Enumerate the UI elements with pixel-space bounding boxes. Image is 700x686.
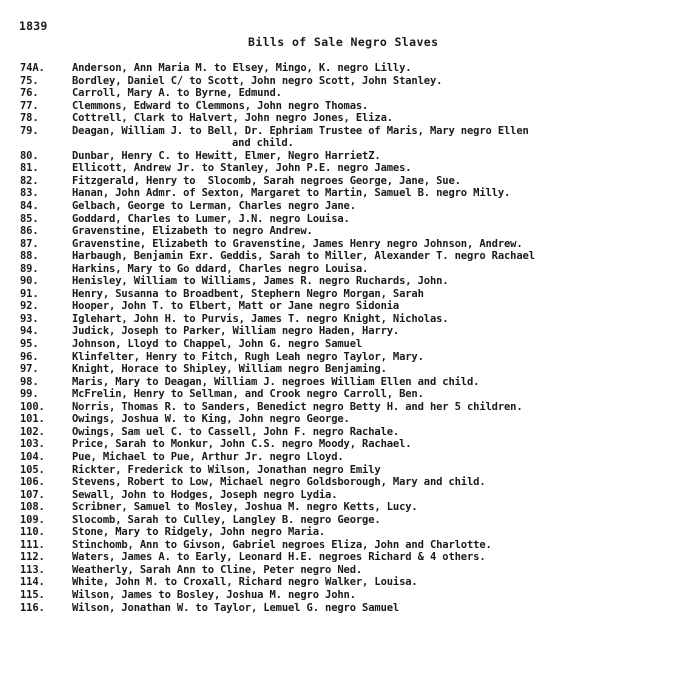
entry-number: 90. <box>20 275 39 288</box>
entry-row <box>20 125 696 150</box>
entry-text <box>72 426 399 439</box>
entry-text-line: Fitzgerald, Henry to Slocomb, Sarah negroes George, Jane, Sue. <box>72 174 461 187</box>
entry-text-line: Henisley, William to Williams, James R. negro Ruchards, John. <box>72 275 449 288</box>
entry-text-line: Price, Sarah to Monkur, John C.S. negro Moody, Rachael. <box>72 438 412 451</box>
entry-number: 93. <box>20 312 39 325</box>
entry-text-line: Carroll, Mary A. to Byrne, Edmund. <box>72 87 282 100</box>
entry-number: 108. <box>20 501 45 514</box>
entry-row <box>20 187 696 200</box>
entry-number: 116. <box>20 601 45 614</box>
entry-number: 100. <box>20 400 45 413</box>
entry-row <box>20 514 696 527</box>
entry-text-line: Harbaugh, Benjamin Exr. Geddis, Sarah to Miller, Alexander T. negro Rachael <box>72 250 535 263</box>
entry-row <box>20 363 696 376</box>
entry-text-line: Goddard, Charles to Lumer, J.N. negro Louisa. <box>72 212 350 225</box>
entry-text <box>72 338 362 351</box>
entry-row <box>20 451 696 464</box>
entry-row <box>20 602 696 615</box>
entry-row <box>20 388 696 401</box>
entry-row <box>20 489 696 502</box>
entry-text-line: Stinchomb, Ann to Givson, Gabriel negroes Eliza, John and Charlotte. <box>72 538 492 551</box>
entry-number: 86. <box>20 225 39 238</box>
entry-number: 104. <box>20 450 45 463</box>
entry-text <box>72 526 325 539</box>
entry-text <box>72 62 411 75</box>
entry-text <box>72 112 393 125</box>
entry-text-line: Owings, Sam uel C. to Cassell, John F. negro Rachale. <box>72 425 400 438</box>
entry-row <box>20 213 696 226</box>
entry-row <box>20 150 696 163</box>
entry-text-line: Dunbar, Henry C. to Hewitt, Elmer, Negro HarrietZ. <box>72 149 381 162</box>
entry-text <box>72 438 411 451</box>
entry-number: 88. <box>20 250 39 263</box>
entry-row <box>20 62 696 75</box>
entry-text-line: Weatherly, Sarah Ann to Cline, Peter negro Ned. <box>72 563 363 576</box>
entry-text-line: Cottrell, Clark to Halvert, John negro Jones, Eliza. <box>72 112 393 125</box>
entry-text <box>72 413 350 426</box>
entry-number: 98. <box>20 375 39 388</box>
entry-number: 114. <box>20 576 45 589</box>
entry-text <box>72 451 344 464</box>
entry-text-line: Clemmons, Edward to Clemmons, John negro Thomas. <box>72 99 369 112</box>
entry-text <box>72 187 510 200</box>
entry-text-line: Stevens, Robert to Low, Michael negro Goldsborough, Mary and child. <box>72 476 486 489</box>
entry-text-line: Judick, Joseph to Parker, William negro Haden, Harry. <box>72 325 400 338</box>
entry-number: 106. <box>20 476 45 489</box>
entry-row <box>20 87 696 100</box>
entry-text <box>72 225 313 238</box>
entry-text-line: McFrelin, Henry to Sellman, and Crook negro Carroll, Ben. <box>72 388 424 401</box>
entry-row <box>20 476 696 489</box>
entry-row <box>20 112 696 125</box>
entry-text <box>72 238 523 251</box>
entry-text <box>72 200 356 213</box>
entry-text <box>72 250 535 263</box>
entry-text <box>72 602 399 615</box>
entry-number: 75. <box>20 74 39 87</box>
entry-number: 76. <box>20 87 39 100</box>
entry-text-line: Wilson, James to Bosley, Joshua M. negro John. <box>72 588 356 601</box>
entry-text-line: Bordley, Daniel C/ to Scott, John negro Scott, John Stanley. <box>72 74 443 87</box>
entry-text <box>72 213 350 226</box>
entry-text <box>72 539 492 552</box>
entry-number: 96. <box>20 350 39 363</box>
entry-text-line: Henry, Susanna to Broadbent, Stephern Negro Morgan, Sarah <box>72 287 424 300</box>
entry-row <box>20 250 696 263</box>
entry-text-line: Scribner, Samuel to Mosley, Joshua M. negro Ketts, Lucy. <box>72 501 418 514</box>
entry-number: 103. <box>20 438 45 451</box>
entry-text-line: Slocomb, Sarah to Culley, Langley B. negro George. <box>72 513 381 526</box>
entry-number: 81. <box>20 162 39 175</box>
entry-number: 110. <box>20 526 45 539</box>
entry-text <box>72 551 486 564</box>
entry-text-line: Maris, Mary to Deagan, William J. negroes William Ellen and child. <box>72 375 480 388</box>
entry-text-line: Knight, Horace to Shipley, William negro Benjaming. <box>72 363 387 376</box>
entry-row <box>20 376 696 389</box>
entry-text-line: White, John M. to Croxall, Richard negro Walker, Louisa. <box>72 576 418 589</box>
entry-row <box>20 100 696 113</box>
entry-row <box>20 426 696 439</box>
entry-text-continuation: and child. <box>232 137 294 150</box>
entry-text-line: Gravenstine, Elizabeth to Gravenstine, James Henry negro Johnson, Andrew. <box>72 237 523 250</box>
entry-row <box>20 526 696 539</box>
entry-list <box>20 62 696 614</box>
entry-text <box>72 363 387 376</box>
entry-text <box>72 87 282 100</box>
entry-row <box>20 401 696 414</box>
entry-text <box>72 564 362 577</box>
entry-number: 83. <box>20 187 39 200</box>
entry-number: 105. <box>20 463 45 476</box>
entry-number: 84. <box>20 200 39 213</box>
entry-number: 99. <box>20 388 39 401</box>
entry-text <box>72 313 448 326</box>
entry-number: 94. <box>20 325 39 338</box>
entry-row <box>20 325 696 338</box>
entry-row <box>20 288 696 301</box>
entry-text-line: Johnson, Lloyd to Chappel, John G. negro Samuel <box>72 338 363 351</box>
entry-text <box>72 388 424 401</box>
entry-text <box>72 288 424 301</box>
entry-text <box>72 464 381 477</box>
entry-number: 102. <box>20 425 45 438</box>
entry-text <box>72 100 368 113</box>
page-title: Bills of Sale Negro Slaves <box>248 35 439 49</box>
entry-text-line: Norris, Thomas R. to Sanders, Benedict negro Betty H. and her 5 children. <box>72 400 523 413</box>
entry-number: 85. <box>20 212 39 225</box>
entry-number: 112. <box>20 551 45 564</box>
entry-row <box>20 551 696 564</box>
entry-number: 82. <box>20 174 39 187</box>
entry-row <box>20 539 696 552</box>
entry-number: 101. <box>20 413 45 426</box>
entry-text-line: Deagan, William J. to Bell, Dr. Ephriam Trustee of Maris, Mary negro Ellen <box>72 124 529 137</box>
entry-row <box>20 576 696 589</box>
entry-text-line: Hanan, John Admr. of Sexton, Margaret to Martin, Samuel B. negro Milly. <box>72 187 511 200</box>
entry-text <box>72 175 461 188</box>
entry-row <box>20 263 696 276</box>
entry-text-line: Hooper, John T. to Elbert, Matt or Jane negro Sidonia <box>72 300 400 313</box>
entry-text <box>72 351 424 364</box>
entry-number: 91. <box>20 287 39 300</box>
entry-text-line: Gravenstine, Elizabeth to negro Andrew. <box>72 225 313 238</box>
entry-row <box>20 338 696 351</box>
entry-text <box>72 476 486 489</box>
entry-row <box>20 313 696 326</box>
entry-number: 111. <box>20 538 45 551</box>
entry-text <box>72 75 442 88</box>
entry-row <box>20 589 696 602</box>
entry-text-line: Harkins, Mary to Go ddard, Charles negro Louisa. <box>72 262 369 275</box>
entry-text <box>72 514 381 527</box>
entry-row <box>20 464 696 477</box>
entry-text-line: Pue, Michael to Pue, Arthur Jr. negro Lloyd. <box>72 450 344 463</box>
entry-number: 77. <box>20 99 39 112</box>
entry-row <box>20 501 696 514</box>
entry-number: 80. <box>20 149 39 162</box>
entry-row <box>20 275 696 288</box>
entry-text-line: Wilson, Jonathan W. to Taylor, Lemuel G. negro Samuel <box>72 601 400 614</box>
entry-text <box>72 125 529 150</box>
entry-text <box>72 401 523 414</box>
entry-text <box>72 275 448 288</box>
entry-text <box>72 263 368 276</box>
entry-text <box>72 501 418 514</box>
entry-row <box>20 200 696 213</box>
entry-row <box>20 413 696 426</box>
entry-text-line: Owings, Joshua W. to King, John negro George. <box>72 413 350 426</box>
entry-text-line: Klinfelter, Henry to Fitch, Rugh Leah negro Taylor, Mary. <box>72 350 424 363</box>
entry-text <box>72 300 399 313</box>
entry-text-line: Ellicott, Andrew Jr. to Stanley, John P.E. negro James. <box>72 162 412 175</box>
entry-row <box>20 175 696 188</box>
entry-number: 89. <box>20 262 39 275</box>
entry-text <box>72 576 418 589</box>
entry-row <box>20 225 696 238</box>
entry-number: 79. <box>20 124 39 137</box>
entry-number: 107. <box>20 488 45 501</box>
entry-text-line: Rickter, Frederick to Wilson, Jonathan negro Emily <box>72 463 381 476</box>
entry-row <box>20 162 696 175</box>
entry-text <box>72 589 356 602</box>
entry-text-line: Iglehart, John H. to Purvis, James T. negro Knight, Nicholas. <box>72 312 449 325</box>
entry-number: 95. <box>20 338 39 351</box>
entry-text-line: Gelbach, George to Lerman, Charles negro Jane. <box>72 200 356 213</box>
entry-text <box>72 489 337 502</box>
entry-text <box>72 376 479 389</box>
entry-number: 113. <box>20 563 45 576</box>
entry-number: 87. <box>20 237 39 250</box>
entry-text-line: Anderson, Ann Maria M. to Elsey, Mingo, K. negro Lilly. <box>72 62 412 74</box>
entry-text-line: Waters, James A. to Early, Leonard H.E. negroes Richard & 4 others. <box>72 551 486 564</box>
entry-number: 115. <box>20 588 45 601</box>
entry-number: 74A. <box>20 62 45 74</box>
page-year: 1839 <box>19 19 48 33</box>
entry-row <box>20 75 696 88</box>
entry-number: 109. <box>20 513 45 526</box>
entry-row <box>20 564 696 577</box>
entry-row <box>20 351 696 364</box>
entry-text <box>72 325 399 338</box>
entry-row <box>20 238 696 251</box>
entry-number: 78. <box>20 112 39 125</box>
entry-text <box>72 162 411 175</box>
entry-text-line: Stone, Mary to Ridgely, John negro Maria. <box>72 526 326 539</box>
entry-text <box>72 150 381 163</box>
entry-row <box>20 438 696 451</box>
entry-number: 92. <box>20 300 39 313</box>
entry-text-line: Sewall, John to Hodges, Joseph negro Lydia. <box>72 488 338 501</box>
entry-number: 97. <box>20 363 39 376</box>
entry-row <box>20 300 696 313</box>
